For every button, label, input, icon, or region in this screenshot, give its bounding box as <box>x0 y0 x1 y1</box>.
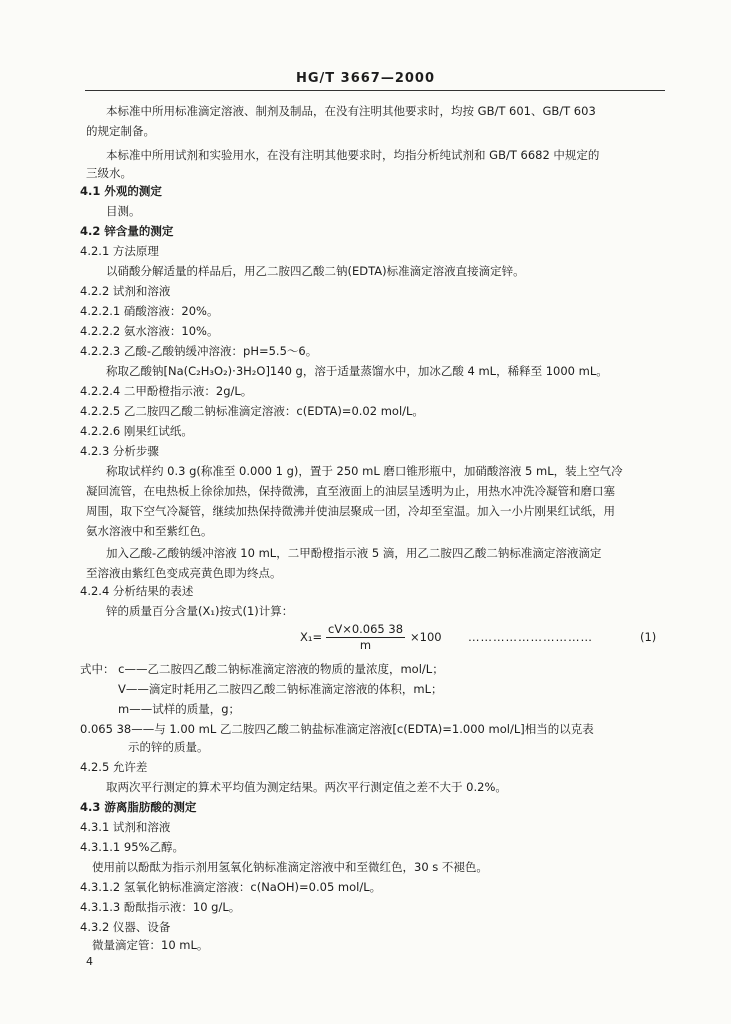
text-line: 取两次平行测定的算术平均值为测定结果。两次平行测定值之差不大于 0.2%。 <box>106 780 507 794</box>
equation-numerator: cV×0.065 38 <box>328 622 404 636</box>
text-line: 称取乙酸钠[Na(C₂H₃O₂)·3H₂O]140 g，溶于适量蒸馏水中，加冰乙酸 4 mL，稀释至 1000 mL。 <box>106 364 608 378</box>
text-line: 称取试样约 0.3 g(称准至 0.000 1 g)，置于 250 mL 磨口锥形瓶中，加硝酸溶液 5 mL，装上空气冷 <box>106 464 623 478</box>
subsection-heading: 4.2.4 分析结果的表述 <box>80 584 194 598</box>
text-line: 4.3.1.1 95%乙醇。 <box>80 840 184 854</box>
text-line: 的规定制备。 <box>86 124 155 138</box>
text-line: 4.2.2.3 乙酸-乙酸钠缓冲溶液：pH=5.5～6。 <box>80 344 318 358</box>
text-line: 微量滴定管：10 mL。 <box>92 938 209 952</box>
text-line: 目测。 <box>106 204 141 218</box>
equation-1 <box>300 622 660 656</box>
text-line: 周围，取下空气冷凝管，继续加热保持微沸并使油层聚成一团，冷却至室温。加入一小片刚果红试纸，用 <box>86 504 615 518</box>
symbol-definition: 式中： c——乙二胺四乙酸二钠标准滴定溶液的物质的量浓度，mol/L； <box>80 662 444 676</box>
subsection-heading: 4.2.1 方法原理 <box>80 244 159 258</box>
equation-lhs: X₁= <box>300 630 323 644</box>
text-line: 4.2.2.2 氨水溶液：10%。 <box>80 324 219 338</box>
symbol-definition: V——滴定时耗用乙二胺四乙酸二钠标准滴定溶液的体积，mL； <box>118 682 443 696</box>
text-line: 至溶液由紫红色变成亮黄色即为终点。 <box>86 566 282 580</box>
text-line: 三级水。 <box>86 166 132 180</box>
symbol-definition: 0.065 38——与 1.00 mL 乙二胺四乙酸二钠盐标准滴定溶液[c(EDTA)=1.000 mol/L]相当的以克表 <box>80 722 594 736</box>
section-heading: 4.1 外观的测定 <box>80 184 162 198</box>
equation-fraction <box>326 622 405 653</box>
text-line: 以硝酸分解适量的样品后，用乙二胺四乙酸二钠(EDTA)标准滴定溶液直接滴定锌。 <box>106 264 525 278</box>
text-line: 4.2.2.6 刚果红试纸。 <box>80 424 193 438</box>
header-rule <box>85 90 665 91</box>
text-line: 锌的质量百分含量(X₁)按式(1)计算： <box>106 604 294 618</box>
subsection-heading: 4.2.5 允许差 <box>80 760 148 774</box>
equation-number: (1) <box>640 630 657 644</box>
subsection-heading: 4.2.2 试剂和溶液 <box>80 284 171 298</box>
equation-rhs: ×100 <box>410 630 442 644</box>
text-line: 4.2.2.5 乙二胺四乙酸二钠标准滴定溶液：c(EDTA)=0.02 mol/L。 <box>80 404 424 418</box>
equation-leader-dots: ………………………… <box>468 630 593 644</box>
subsection-heading: 4.3.2 仪器、设备 <box>80 920 171 934</box>
equation-denominator: m <box>359 638 372 652</box>
text-line: 4.2.2.4 二甲酚橙指示液：2g/L。 <box>80 384 253 398</box>
text-line: 本标准中所用标准滴定溶液、制剂及制品，在没有注明其他要求时，均按 GB/T 601、GB/T 603 <box>106 104 596 118</box>
text-line: 本标准中所用试剂和实验用水，在没有注明其他要求时，均指分析纯试剂和 GB/T 6682 中规定的 <box>106 148 600 162</box>
text-line: 凝回流管，在电热板上徐徐加热，保持微沸，直至液面上的油层呈透明为止，用热水冲洗冷凝管和磨口塞 <box>86 484 615 498</box>
text-line: 加入乙酸-乙酸钠缓冲溶液 10 mL，二甲酚橙指示液 5 滴，用乙二胺四乙酸二钠标准滴定溶液滴定 <box>106 546 602 560</box>
standard-header: HG/T 3667—2000 <box>295 71 436 86</box>
text-line: 使用前以酚酞为指示剂用氢氧化钠标准滴定溶液中和至微红色，30 s 不褪色。 <box>92 860 488 874</box>
section-heading: 4.3 游离脂肪酸的测定 <box>80 800 197 814</box>
page-number: 4 <box>86 955 93 968</box>
text-line: 4.2.2.1 硝酸溶液：20%。 <box>80 304 219 318</box>
text-line: 示的锌的质量。 <box>128 740 209 754</box>
text-line: 氨水溶液中和至紫红色。 <box>86 524 213 538</box>
symbol-definition: m——试样的质量，g； <box>118 702 241 716</box>
text-line: 4.3.1.2 氢氧化钠标准滴定溶液：c(NaOH)=0.05 mol/L。 <box>80 880 382 894</box>
subsection-heading: 4.2.3 分析步骤 <box>80 444 159 458</box>
section-heading: 4.2 锌含量的测定 <box>80 224 174 238</box>
subsection-heading: 4.3.1 试剂和溶液 <box>80 820 171 834</box>
text-line: 4.3.1.3 酚酞指示液：10 g/L。 <box>80 900 241 914</box>
